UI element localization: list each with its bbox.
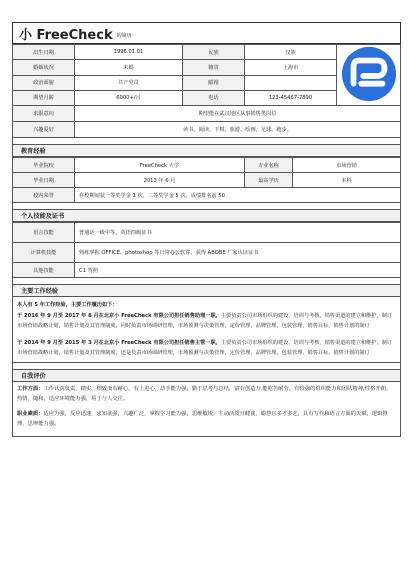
school-label: 毕业院校 (13, 158, 75, 173)
birth-label: 出生日期 (13, 45, 75, 60)
resume-subtitle: 的简历 (116, 32, 132, 39)
marital-label: 婚姻状况 (13, 60, 75, 75)
intent-label: 求职意向 (13, 106, 75, 122)
computer-skill-label: 计算机技能 (13, 243, 75, 263)
work-entry-body: 主要负责公司市场组织的建设、培训与考核，销售渠道的建立和维护，制订市场营销战略计划，销售计划及其管理制度，还是负责市场调研管理，市场预测与决策管理，定价管理，品牌管理，包装管理，销售目标，销售计划的制订 (17, 339, 393, 356)
ethnic-label: 民族 (183, 45, 245, 60)
evaluation-item-head: 职业素质： (17, 410, 44, 417)
self-evaluation (12, 382, 401, 437)
salary-label: 期望月薪 (13, 90, 75, 105)
education-table (12, 157, 401, 203)
native-label: 籍贯 (183, 60, 245, 75)
computer-skill-value: 熟练掌握 OFFICE、photoshop 等日常办公软件，获得 ABOBE 厂家认证证书 (75, 243, 401, 263)
work-experience (12, 297, 401, 363)
other-skill-label: 其他技能 (13, 263, 75, 278)
hobby-value: 读书、阅读、下棋、旅游、绘画、足球、跑步。 (75, 122, 401, 138)
ethnic-value: 汉族 (245, 45, 337, 60)
intent-value: 期望能在武汉地区从事销售类岗位 (75, 106, 401, 122)
education-section-title: 教育经验 (12, 144, 401, 157)
degree-value: 本科 (293, 173, 401, 188)
hobby-label: 兴趣爱好 (13, 122, 75, 138)
major-value: 市场营销 (293, 158, 401, 173)
honor-label: 校内荣誉 (13, 188, 75, 203)
native-value: 上海市 (245, 60, 337, 75)
salary-value: 6000+/月 (75, 90, 183, 105)
evaluation-item (17, 409, 396, 430)
language-skill-label: 语言技能 (13, 223, 75, 243)
evaluation-item-head: 工作方面： (17, 385, 44, 392)
basic-info-table (12, 44, 401, 138)
phone-label: 电话 (183, 90, 245, 105)
work-entry-body: 主要负责公司市场组织的建设、培训与考核，销售渠道的建立和维护，制订市场营销战略计划，销售计划及其管理制度，同时负责市场调研管理，市场预测与决策管理，定价管理，品牌管理，包装管理，销售目标，销售计划的制订 (17, 312, 393, 329)
skills-section-title: 个人技能及证书 (12, 209, 401, 222)
work-entry-head: 于 2016 年 9 月至 2017 年 8 月在北京小 FreeCheck 有限公司担任销售助理一职， (17, 312, 221, 319)
work-entry (17, 311, 396, 332)
grad-date-label: 毕业日期 (13, 173, 75, 188)
major-label: 专业名称 (245, 158, 293, 173)
evaluation-item (17, 384, 396, 405)
school-value: FreeCheck 大学 (75, 158, 245, 173)
degree-label: 最高学历 (245, 173, 293, 188)
skills-table (12, 222, 401, 278)
evaluation-item-body: 工作认真负责，踏实，细致而有耐心，有上进心，动手能力强，勤于思考与总结，富有创造力.能吃苦耐劳，有较强的组织能力和团队精神;性格开朗、热情，随和，适应环境能力强，易于与人交往。 (17, 385, 392, 402)
work-summary: 本人有 5 年工作经验，主要工作履历如下： (17, 302, 118, 308)
political-label: 政治面貌 (13, 75, 75, 90)
resume-title (12, 22, 401, 44)
evaluation-item-body: 适应力强，反应迅速，求知欲强，兴趣广泛，掌握学习能力强，思维敏锐，主动活泼且健谈，聪慧且多才多艺，具有写作和语言方面的天赋，逻辑推理，思辨能力强。 (17, 410, 388, 427)
marital-value: 未婚 (75, 60, 183, 75)
work-section-title: 主要工作经验 (12, 284, 401, 297)
phone-value: 123-45467-7890 (245, 90, 337, 105)
work-entry-head: 于 2014 年 9 月至 2015 年 3 月在北京小 FreeCheck 有限公司担任销售主管一职， (17, 339, 221, 346)
other-skill-value: C1 驾照 (75, 263, 401, 278)
birth-value: 1996.01.01 (75, 45, 183, 60)
logo-cell (337, 45, 401, 106)
email-value (245, 75, 337, 90)
honor-value: 在校期间获一等奖学金 1 次，二等奖学金 5 次，成绩排名前 50 (75, 188, 401, 203)
work-entry (17, 338, 396, 359)
grad-date-value: 2013 年 6 月 (75, 173, 245, 188)
freecheck-logo-icon (340, 45, 398, 103)
resume-name: 小 FreeCheck (19, 27, 113, 43)
language-skill-value: 普通话一级甲等，英语四级证书 (75, 223, 401, 243)
political-value: 共产党员 (75, 75, 183, 90)
email-label: 邮箱 (183, 75, 245, 90)
evaluation-section-title: 自我评价 (12, 369, 401, 382)
